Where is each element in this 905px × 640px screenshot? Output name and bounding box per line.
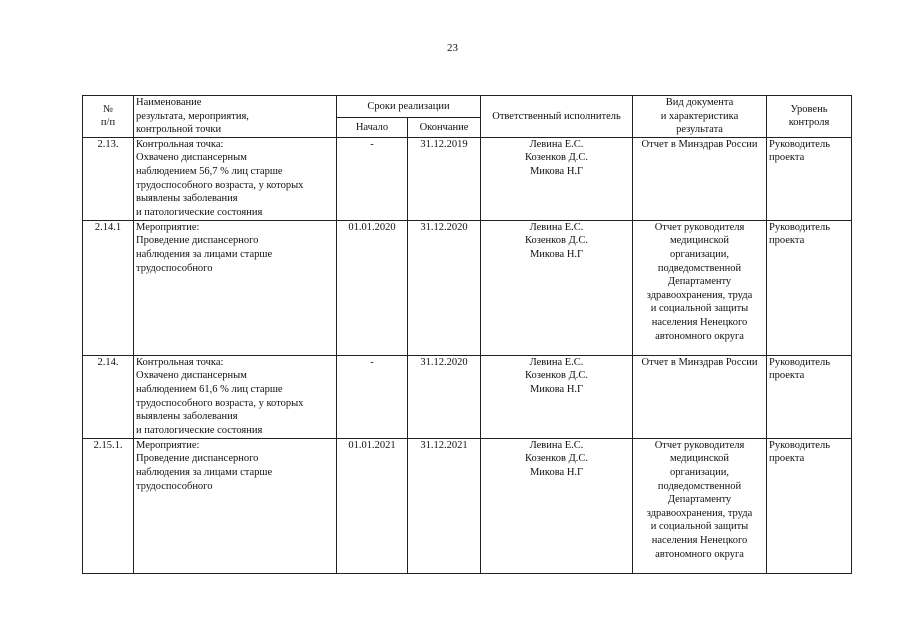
row-executor: Левина Е.С. Козенков Д.С. Микова Н.Г <box>481 355 633 438</box>
row-name: Мероприятие: Проведение диспансерного наблюдения за лицами старше трудоспособного <box>134 438 337 573</box>
header-name: Наименование результата, мероприятия, контрольной точки <box>134 96 337 138</box>
row-end: 31.12.2021 <box>408 438 481 573</box>
row-start: - <box>337 137 408 220</box>
header-end: Окончание <box>408 118 481 137</box>
row-level: Руководитель проекта <box>767 438 852 573</box>
row-executor: Левина Е.С. Козенков Д.С. Микова Н.Г <box>481 438 633 573</box>
row-end: 31.12.2019 <box>408 137 481 220</box>
row-level: Руководитель проекта <box>767 220 852 355</box>
header-level: Уровень контроля <box>767 96 852 138</box>
header-start: Начало <box>337 118 408 137</box>
header-executor: Ответственный исполнитель <box>481 96 633 138</box>
row-level: Руководитель проекта <box>767 355 852 438</box>
row-end: 31.12.2020 <box>408 220 481 355</box>
row-name: Контрольная точка: Охвачено диспансерным наблюдением 61,6 % лиц старше трудоспособного возраста, у которых выявлены заболевания и патологические состояния <box>134 355 337 438</box>
row-num: 2.14. <box>83 355 134 438</box>
header-num: № п/п <box>83 96 134 138</box>
table-header-row <box>83 96 852 118</box>
row-level: Руководитель проекта <box>767 137 852 220</box>
row-num: 2.14.1 <box>83 220 134 355</box>
header-doc-type: Вид документа и характеристика результата <box>633 96 767 138</box>
row-executor: Левина Е.С. Козенков Д.С. Микова Н.Г <box>481 220 633 355</box>
header-timing: Сроки реализации <box>337 96 481 118</box>
row-name: Контрольная точка: Охвачено диспансерным наблюдением 56,7 % лиц старше трудоспособного возраста, у которых выявлены заболевания и патологические состояния <box>134 137 337 220</box>
table-row <box>83 137 852 220</box>
row-doc-type: Отчет руководителя медицинской организации, подведомственной Департаменту здравоохранения, труда и социальной защиты населения Ненецкого автономного округа <box>633 438 767 573</box>
row-end: 31.12.2020 <box>408 355 481 438</box>
row-num: 2.13. <box>83 137 134 220</box>
row-doc-type: Отчет в Минздрав России <box>633 355 767 438</box>
table-row <box>83 438 852 573</box>
page-number: 23 <box>447 42 458 54</box>
row-executor: Левина Е.С. Козенков Д.С. Микова Н.Г <box>481 137 633 220</box>
row-num: 2.15.1. <box>83 438 134 573</box>
table-row <box>83 220 852 355</box>
row-start: 01.01.2021 <box>337 438 408 573</box>
row-start: - <box>337 355 408 438</box>
project-plan-table <box>82 95 852 574</box>
row-start: 01.01.2020 <box>337 220 408 355</box>
row-doc-type: Отчет руководителя медицинской организации, подведомственной Департаменту здравоохранения, труда и социальной защиты населения Ненецкого автономного округа <box>633 220 767 355</box>
table-row <box>83 355 852 438</box>
row-doc-type: Отчет в Минздрав России <box>633 137 767 220</box>
row-name: Мероприятие: Проведение диспансерного наблюдения за лицами старше трудоспособного <box>134 220 337 355</box>
